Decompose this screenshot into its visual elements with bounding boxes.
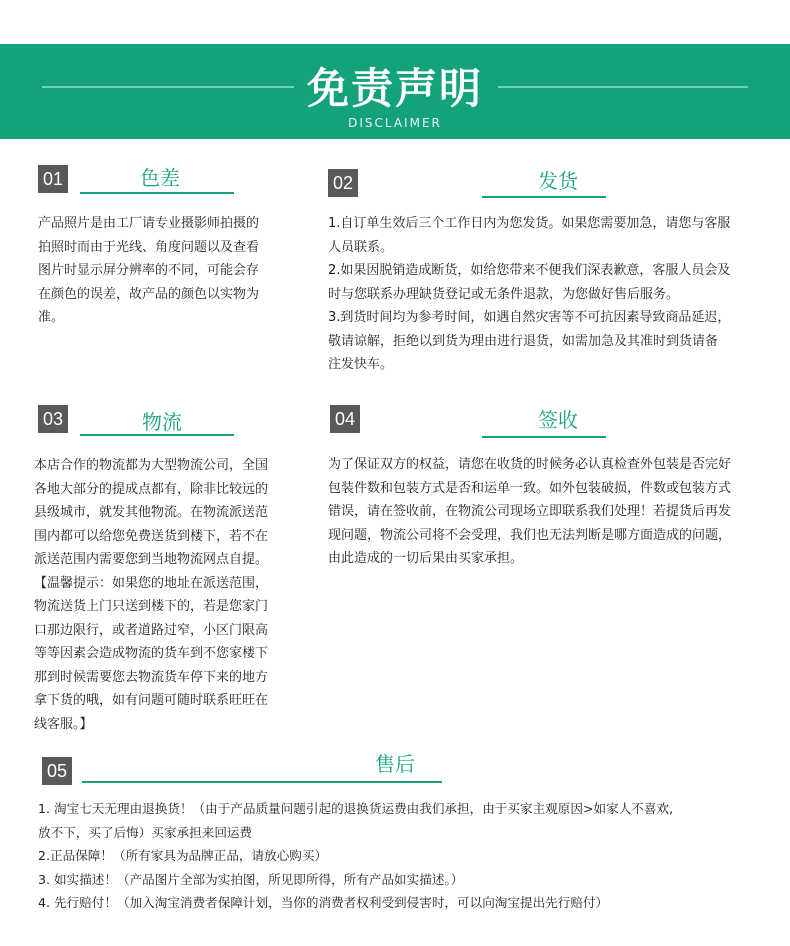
text-line: 在颜色的误差，故产品的颜色以实物为 bbox=[38, 286, 260, 302]
text-line: 那到时候需要您去物流货车停下来的地方 bbox=[34, 669, 269, 685]
section-number-02: 02 bbox=[328, 169, 358, 197]
header-banner bbox=[0, 44, 790, 139]
section-number-01: 01 bbox=[38, 165, 68, 193]
text-line: 人员联系。 bbox=[328, 239, 394, 255]
text-line: 1.自订单生效后三个工作日内为您发货。如果您需要加急，请您与客服 bbox=[328, 216, 731, 231]
text-line: 拿下货的哦，如有问题可随时联系旺旺在 bbox=[34, 693, 269, 708]
text-line: 错误，请在签收前，在物流公司现场立即联系我们处理！若提货后再发 bbox=[328, 504, 732, 519]
text-line: 注发快车。 bbox=[328, 357, 394, 372]
section-title-shipping: 发货 bbox=[538, 169, 578, 193]
text-line: 时与您联系办理缺货登记或无条件退款，为您做好售后服务。 bbox=[328, 286, 680, 302]
section-number-04: 04 bbox=[330, 405, 360, 433]
text-line: 准。 bbox=[38, 310, 65, 325]
section-underline bbox=[80, 192, 234, 194]
text-line: 拍照时而由于光线、角度问题以及查看 bbox=[38, 239, 260, 255]
section-underline bbox=[82, 781, 442, 783]
section-underline bbox=[80, 434, 234, 436]
section-body-logistics bbox=[34, 454, 296, 736]
section-number-05: 05 bbox=[42, 757, 72, 785]
section-title-color-difference: 色差 bbox=[140, 166, 180, 190]
text-line: 3. 如实描述！（产品图片全部为实拍图，所见即所得，所有产品如实描述。） bbox=[38, 871, 464, 887]
text-line: 2.正品保障！（所有家具为品牌正品，请放心购买） bbox=[38, 848, 328, 863]
text-line: 各地大部分的提成点都有，除非比较远的 bbox=[34, 481, 269, 497]
section-underline bbox=[482, 196, 606, 198]
text-line: 产品照片是由工厂请专业摄影师拍摄的 bbox=[38, 216, 260, 231]
text-line: 本店合作的物流都为大型物流公司，全国 bbox=[34, 458, 269, 473]
page-subtitle: DISCLAIMER bbox=[348, 116, 442, 130]
section-body-color-difference bbox=[38, 212, 288, 330]
text-line: 4. 先行赔付！（加入淘宝消费者保障计划，当你的消费者权利受到侵害时，可以向淘宝提出先行赔付） bbox=[38, 895, 609, 910]
text-line: 敬请谅解，拒绝以到货为理由进行退货，如需加急及其准时到货请备 bbox=[328, 333, 719, 349]
section-body-shipping bbox=[328, 212, 768, 377]
section-number-03: 03 bbox=[38, 405, 68, 433]
text-line: 图片时显示屏分辨率的不同，可能会存 bbox=[38, 263, 260, 278]
section-body-receipt bbox=[328, 453, 768, 571]
text-line: 2.如果因脱销造成断货，如给您带来不便我们深表歉意，客服人员会及 bbox=[328, 263, 731, 278]
text-line: 1. 淘宝七天无理由退换货！（由于产品质量问题引起的退换货运费由我们承担，由于买家主观原因>如家人不喜欢, bbox=[38, 801, 674, 816]
text-line: 包装件数和包装方式是否和运单一致。如外包装破损，件数或包装方式 bbox=[328, 480, 732, 496]
text-line: 围内都可以给您免费送货到楼下，若不在 bbox=[34, 528, 269, 544]
section-body-after-sales bbox=[38, 797, 783, 915]
text-line: 派送范围内需要您到当地物流网点自提。 bbox=[34, 552, 269, 567]
text-line: 【温馨提示：如果您的地址在派送范围， bbox=[34, 575, 269, 591]
text-line: 现问题，物流公司将不会受理，我们也无法判断是哪方面造成的问题， bbox=[328, 527, 732, 543]
text-line: 为了保证双方的权益，请您在收货的时候务必认真检查外包装是否完好 bbox=[328, 457, 732, 472]
text-line: 物流送货上门只送到楼下的，若是您家门 bbox=[34, 599, 269, 614]
text-line: 县级城市，就发其他物流。在物流派送范 bbox=[34, 505, 269, 520]
section-underline bbox=[482, 436, 606, 438]
text-line: 3.到货时间均为参考时间，如遇自然灾害等不可抗因素导致商品延迟， bbox=[328, 310, 731, 325]
text-line: 放不下，买了后悔）买家承担来回运费 bbox=[38, 824, 253, 840]
text-line: 口那边限行，或者道路过窄，小区门限高 bbox=[34, 622, 269, 638]
section-title-receipt: 签收 bbox=[538, 408, 578, 432]
section-title-after-sales: 售后 bbox=[375, 752, 415, 776]
section-title-logistics: 物流 bbox=[142, 410, 182, 434]
page-title: 免责声明 bbox=[306, 64, 483, 113]
text-line: 线客服。】 bbox=[34, 716, 93, 732]
text-line: 由此造成的一切后果由买家承担。 bbox=[328, 551, 524, 566]
text-line: 等等因素会造成物流的货车到不您家楼下 bbox=[34, 646, 269, 661]
